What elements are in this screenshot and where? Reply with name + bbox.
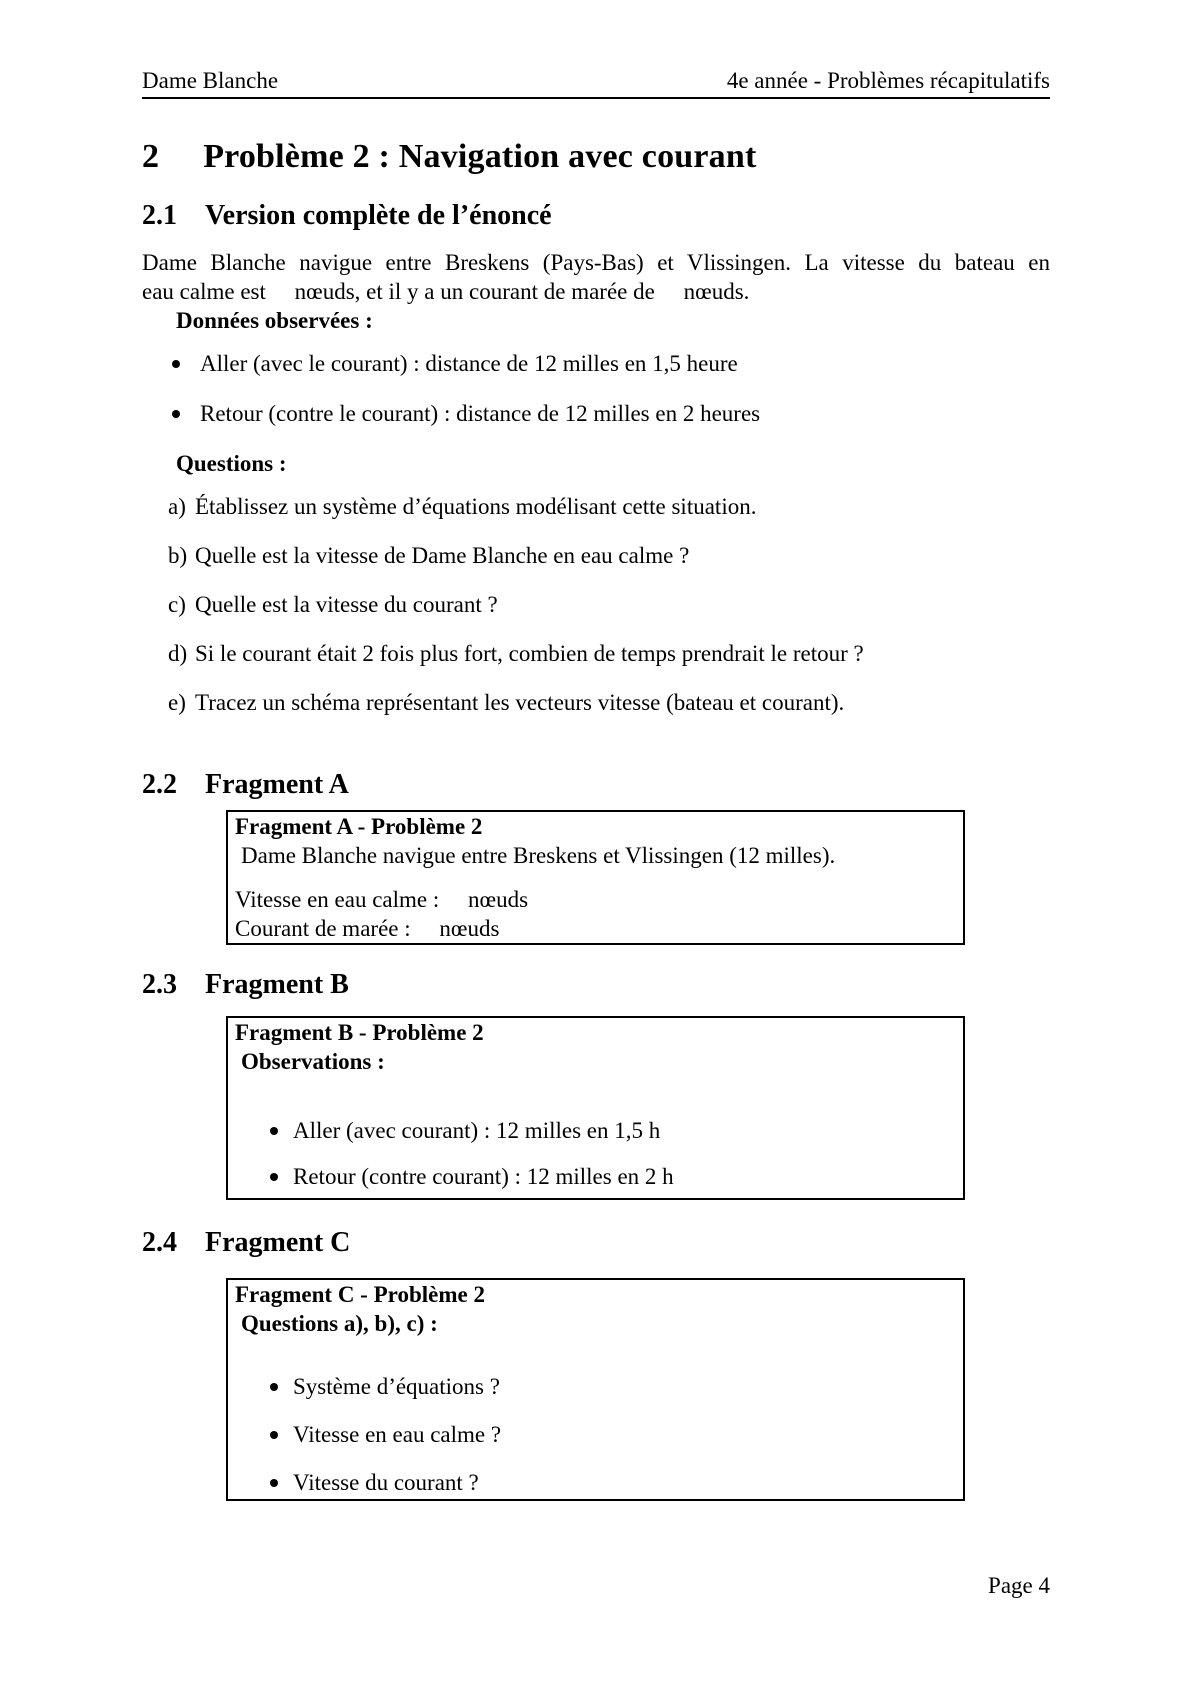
fragment-box-title: Fragment B - Problème 2 [235, 1020, 484, 1045]
fragment-a-vitesse-line: Vitesse en eau calme : nœuds [235, 887, 529, 912]
bullet-icon [270, 1127, 278, 1135]
header-right-text: 4e année - Problèmes récapitulatifs [726, 68, 1050, 93]
paragraph-line: eau calme est nœuds, et il y a un courant de marée de nœuds. [142, 279, 750, 304]
subsection-title: Fragment C [205, 1227, 351, 1258]
section-heading [142, 137, 1050, 177]
fragment-c-box [226, 1278, 965, 1501]
subsection-number: 2.3 [142, 969, 177, 1000]
bullet-icon [270, 1479, 278, 1487]
question-label: a) [168, 494, 186, 519]
list-item [142, 349, 1050, 378]
bullet-icon [172, 360, 180, 368]
question-text: Établissez un système d’équations modélisant cette situation. [195, 494, 757, 519]
list-item [142, 399, 1050, 428]
section-number: 2 [142, 138, 160, 175]
fragment-box-title: Fragment C - Problème 2 [235, 1282, 485, 1307]
fragment-b-subtitle: Observations : [241, 1049, 385, 1074]
question-text: Si le courant était 2 fois plus fort, combien de temps prendrait le retour ? [195, 641, 864, 666]
fragment-box-title: Fragment A - Problème 2 [235, 814, 483, 839]
observations-list [142, 349, 1050, 428]
fragment-b-list [235, 1116, 955, 1191]
subsection-heading-2-3 [142, 968, 1050, 1002]
question-text: Quelle est la vitesse de Dame Blanche en eau calme ? [195, 543, 690, 568]
question-label: d) [168, 641, 188, 666]
spacer [235, 870, 955, 885]
question-item [142, 688, 1050, 717]
fragment-a-courant-line: Courant de marée : nœuds [235, 916, 500, 941]
fragment-a-line: Dame Blanche navigue entre Breskens et Vlissingen (12 milles). [241, 843, 836, 868]
question-item [142, 639, 1050, 668]
question-label: c) [168, 592, 186, 617]
subsection-number: 2.2 [142, 769, 177, 800]
question-item [142, 492, 1050, 521]
list-item [235, 1420, 955, 1449]
donnees-label: Données observées : [176, 308, 373, 333]
bullet-icon [270, 1431, 278, 1439]
item-text: Vitesse en eau calme ? [293, 1422, 502, 1447]
question-label: b) [168, 543, 188, 568]
fragment-b-box [226, 1016, 965, 1200]
list-item [235, 1162, 955, 1191]
item-text: Aller (avec le courant) : distance de 12 milles en 1,5 heure [200, 351, 738, 376]
subsection-number: 2.4 [142, 1227, 177, 1258]
subsection-heading-2-1 [142, 199, 1050, 233]
page-footer [142, 1571, 1050, 1600]
questions-list [142, 492, 1050, 717]
questions-label: Questions : [176, 451, 287, 476]
item-text: Système d’équations ? [293, 1374, 500, 1399]
fragment-c-subtitle: Questions a), b), c) : [241, 1311, 438, 1336]
bullet-icon [270, 1173, 278, 1181]
header-left-text: Dame Blanche [142, 68, 279, 93]
header-rule [142, 97, 1050, 99]
paragraph-line: Dame Blanche navigue entre Breskens (Pays-Bas) et Vlissingen. La vitesse du bateau en [142, 250, 1050, 275]
intro-paragraph [142, 248, 1050, 306]
subsection-title: Fragment A [205, 769, 349, 800]
item-text: Vitesse du courant ? [293, 1470, 479, 1495]
list-item [235, 1468, 955, 1497]
page-number: Page 4 [988, 1573, 1050, 1598]
fragment-a-box [226, 810, 965, 945]
question-item [142, 590, 1050, 619]
subsection-number: 2.1 [142, 200, 177, 231]
question-item [142, 541, 1050, 570]
item-text: Aller (avec courant) : 12 milles en 1,5 h [293, 1118, 661, 1143]
subsection-heading-2-4 [142, 1226, 1050, 1260]
bullet-icon [172, 410, 180, 418]
item-text: Retour (contre le courant) : distance de 12 milles en 2 heures [200, 401, 761, 426]
fragment-c-list [235, 1372, 955, 1497]
subsection-title: Version complète de l’énoncé [205, 200, 552, 231]
item-text: Retour (contre courant) : 12 milles en 2 h [293, 1164, 674, 1189]
subsection-heading-2-2 [142, 768, 1050, 802]
section-title: Problème 2 : Navigation avec courant [203, 138, 757, 175]
list-item [235, 1116, 955, 1145]
question-label: e) [168, 690, 186, 715]
subsection-title: Fragment B [205, 969, 349, 1000]
bullet-icon [270, 1383, 278, 1391]
question-text: Tracez un schéma représentant les vecteurs vitesse (bateau et courant). [195, 690, 845, 715]
page-content [142, 0, 1050, 1600]
question-text: Quelle est la vitesse du courant ? [195, 592, 498, 617]
list-item [235, 1372, 955, 1401]
page-header [142, 66, 1050, 95]
